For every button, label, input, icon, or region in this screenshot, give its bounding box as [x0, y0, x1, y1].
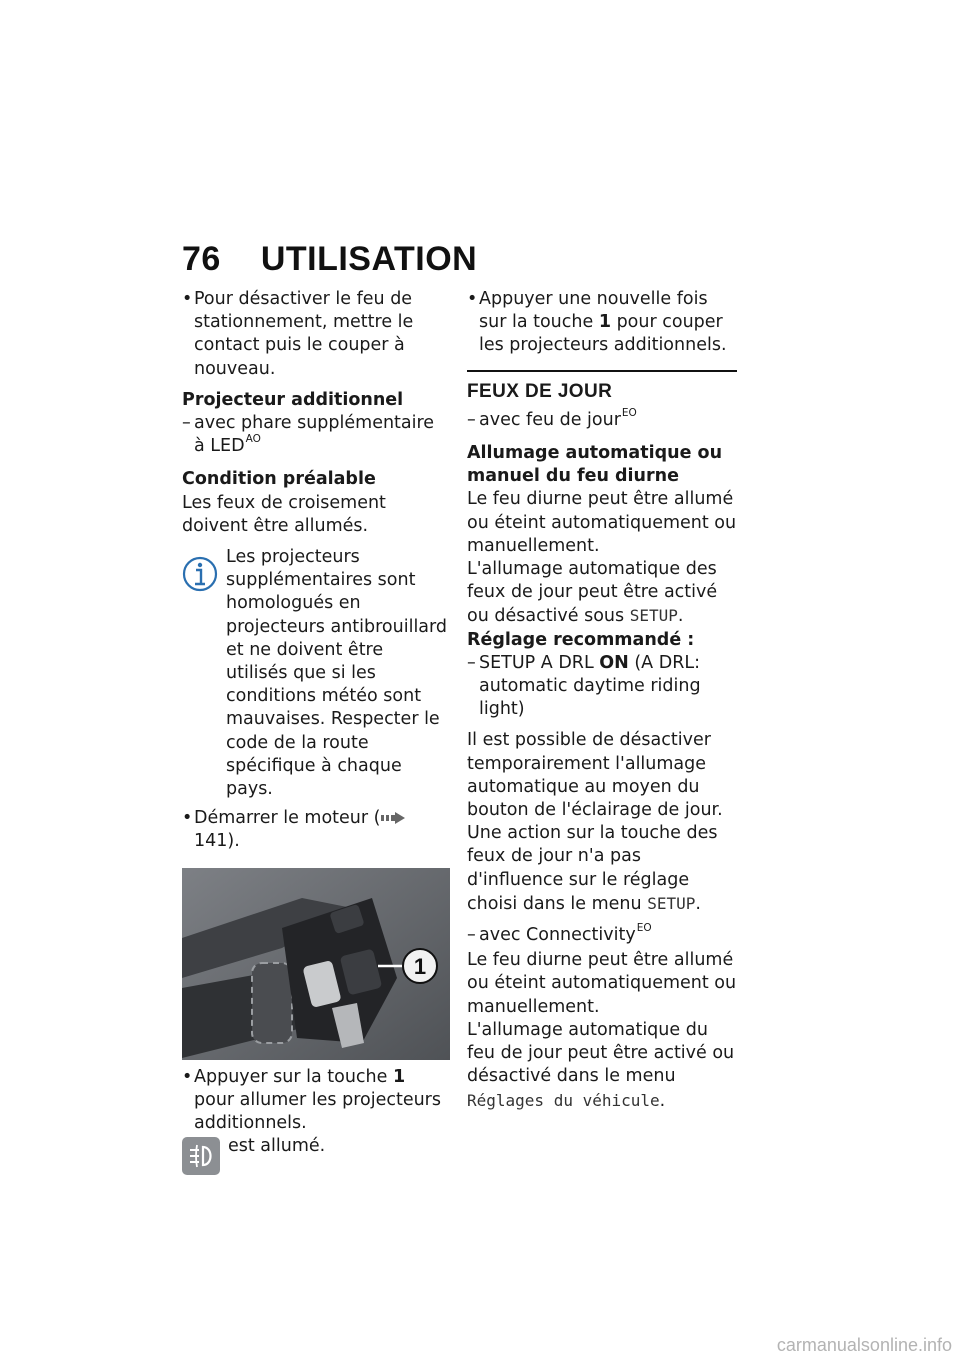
para-vehicle-settings [467, 1019, 737, 1113]
option-connectivity [467, 924, 737, 949]
start-engine-text: Démarrer le moteur ( [194, 808, 381, 829]
page-number: 76 [182, 240, 221, 278]
section-title: FEUX DE JOUR [467, 380, 613, 402]
watermark: carmanualsonline.info [776, 1335, 952, 1355]
para-vehicle-end: . [659, 1090, 666, 1111]
option-connectivity-code: EO [636, 922, 652, 935]
option-connectivity-text: avec Connectivity [479, 925, 636, 946]
page-header [182, 240, 477, 279]
handlebar-switch-photo [182, 868, 450, 1060]
info-icon [182, 554, 218, 594]
info-note [182, 546, 450, 801]
para-setup [467, 558, 737, 629]
press-key-text-b: pour allumer les projecteurs additionnels. [194, 1089, 441, 1134]
press-again-text-a: Appuyer une nouvelle fois sur la touche [479, 289, 708, 333]
para-auto-manual: Le feu diurne peut être allumé ou éteint automatiquement ou manuellement. [467, 489, 737, 556]
para-temporary-disable [467, 729, 737, 916]
para-setup-text: L'allumage automatique des feux de jour peut être activé ou désactivé sous [467, 559, 718, 627]
heading-recommended: Réglage recommandé : [467, 629, 695, 650]
setting-drl-text-a: SETUP A DRL [479, 652, 600, 673]
para-temporary-end: . [695, 893, 701, 914]
right-column [467, 288, 737, 1113]
setting-drl-text-b: (A DRL: automatic daytime riding light) [479, 652, 701, 720]
photo-callout-label: 1 [413, 953, 427, 979]
info-note-text: Les projecteurs supplémentaires sont homologués en projecteurs antibrouillard et ne doivent être utilisés que si les conditions météo sont mauvaises. Respecter le code de la route spécifique à chaque pays. [226, 547, 448, 800]
start-engine-ref: 141). [194, 831, 240, 852]
prerequisite-text: Les feux de croisement doivent être allumés. [182, 492, 386, 536]
setting-drl [467, 652, 737, 722]
fog-light-indicator-icon [182, 1137, 220, 1175]
indicator-row [182, 1135, 450, 1175]
option-daytime-light [467, 406, 737, 434]
section-daytime-lights [467, 370, 737, 403]
option-daytime-text: avec feu de jour [479, 409, 621, 430]
indicator-text: est allumé. [228, 1136, 326, 1157]
option-led-code: AO [245, 433, 261, 446]
bullet-start-engine [182, 807, 450, 853]
heading-auto-manual: Allumage automatique ou manuel du feu diurne [467, 443, 723, 487]
menu-vehicle-settings: Réglages du véhicule [467, 1090, 660, 1110]
press-again-key: 1 [598, 312, 612, 333]
menu-setup: SETUP [629, 606, 678, 626]
handlebar-switch-illustration [182, 868, 450, 1060]
bullet-press-key [182, 1066, 450, 1136]
option-daytime-code: EO [621, 406, 637, 419]
heading-additional-headlight: Projecteur additionnel [182, 389, 404, 410]
press-key-number: 1 [392, 1066, 406, 1087]
menu-setup-2: SETUP [647, 893, 696, 913]
page-reference-arrow-icon [381, 811, 407, 825]
heading-prerequisite: Condition préalable [182, 469, 376, 490]
page-title: UTILISATION [260, 240, 478, 278]
para-setup-end: . [677, 606, 684, 627]
setting-drl-value: ON [599, 652, 629, 673]
para-temporary-text: Il est possible de désactiver temporairement l'allumage automatique au moyen du bouton de l'éclairage de jour. Une action sur la touche des feux de jour n'a pas d'influence sur le réglage choisi dans le menu [467, 730, 723, 914]
para-connectivity: Le feu diurne peut être allumé ou éteint automatiquement ou manuellement. [467, 950, 737, 1017]
option-led-text: avec phare supplémentaire à LED [194, 413, 435, 457]
press-key-text-a: Appuyer sur la touche [194, 1066, 393, 1087]
press-again-text-b: pour couper les projecteurs additionnels. [479, 312, 727, 356]
left-column [182, 288, 450, 1175]
bullet-parking-light-off: • Pour désactiver le feu de stationnement, mettre le contact puis le couper à nouveau. [182, 288, 450, 381]
option-led-headlight [182, 412, 450, 460]
para-vehicle-text: L'allumage automatique du feu de jour peut être activé ou désactivé dans le menu [467, 1019, 735, 1087]
bullet-press-again [467, 288, 737, 358]
